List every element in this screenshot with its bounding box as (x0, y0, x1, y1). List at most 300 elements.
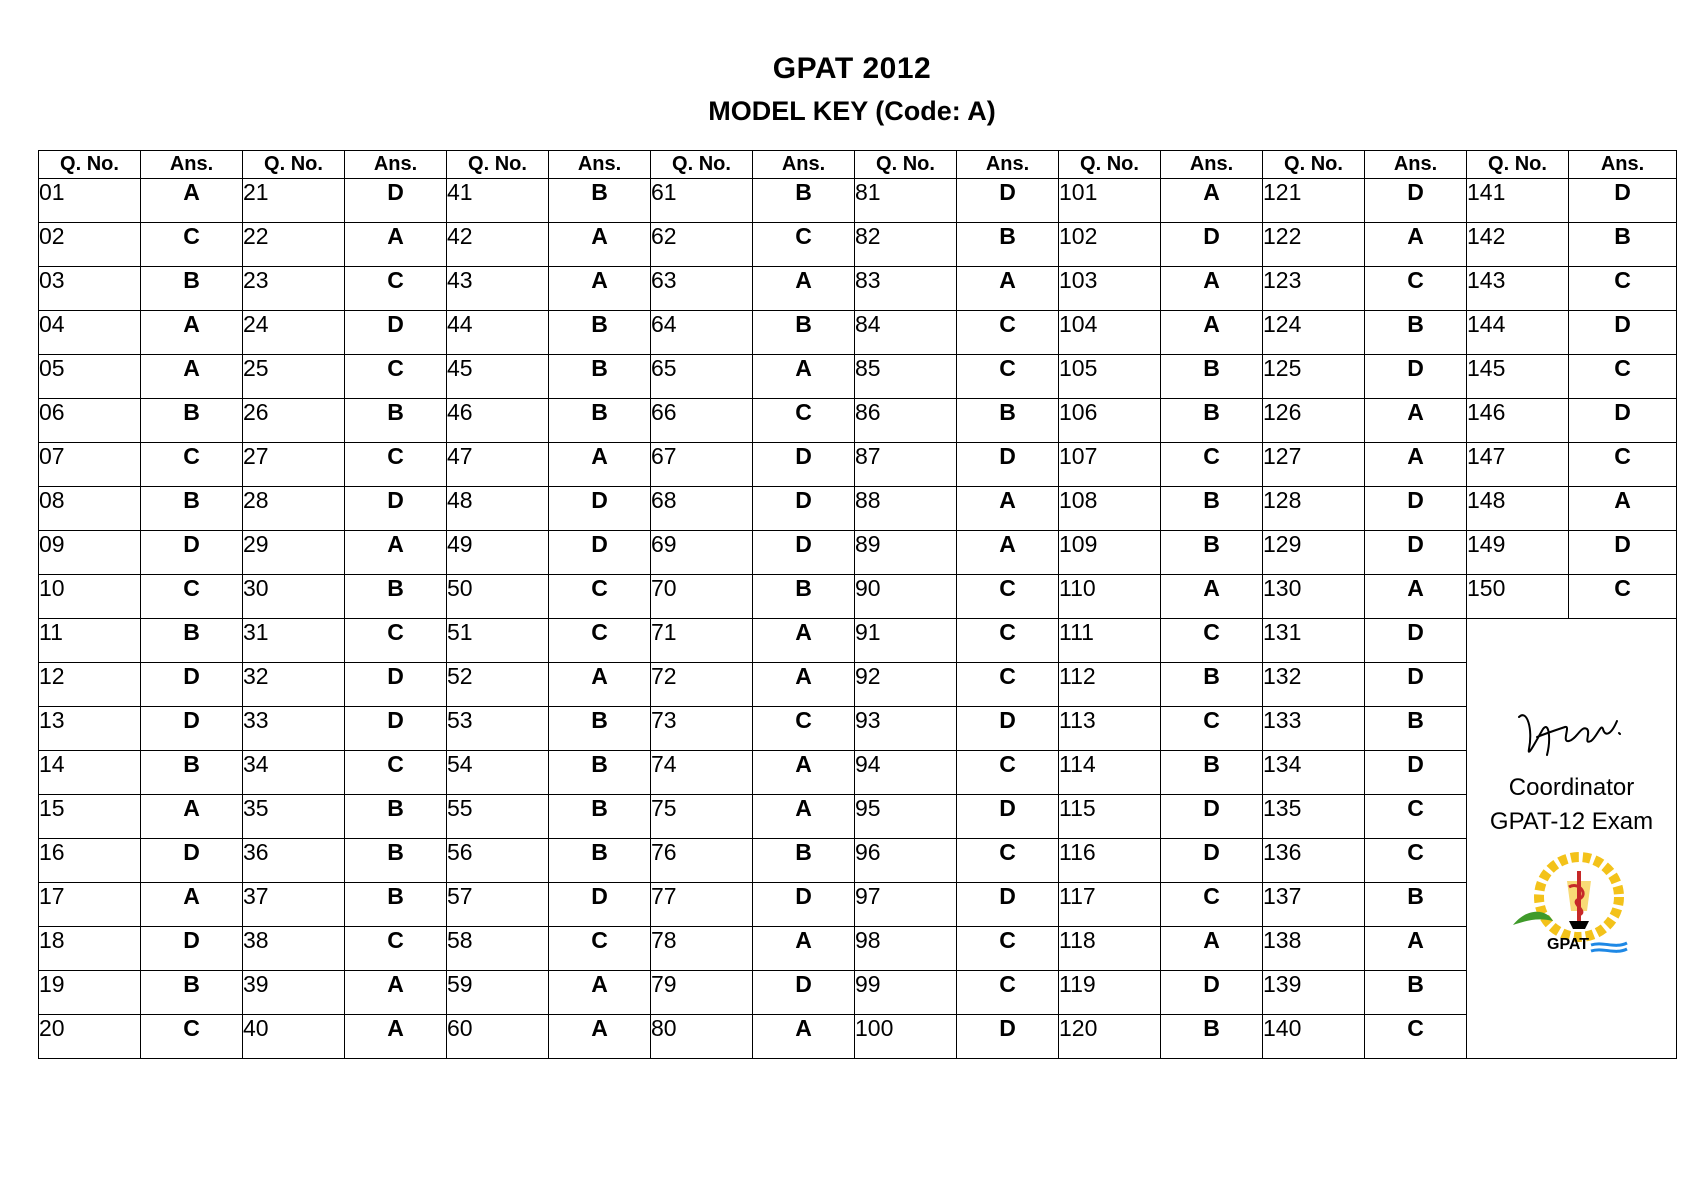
answer-option: D (141, 839, 243, 883)
question-number: 113 (1059, 707, 1161, 751)
answer-option: C (549, 575, 651, 619)
question-number: 141 (1467, 179, 1569, 223)
column-header-ans: Ans. (345, 151, 447, 179)
column-header-qno: Q. No. (1263, 151, 1365, 179)
answer-option: A (1161, 927, 1263, 971)
question-number: 38 (243, 927, 345, 971)
answer-option: D (345, 179, 447, 223)
answer-option: A (753, 619, 855, 663)
answer-option: C (1161, 443, 1263, 487)
answer-option: C (1569, 267, 1677, 311)
question-number: 18 (39, 927, 141, 971)
exam-label: GPAT-12 Exam (1489, 808, 1654, 835)
question-number: 129 (1263, 531, 1365, 575)
coordinator-label: Coordinator (1508, 774, 1635, 801)
answer-option: D (141, 531, 243, 575)
answer-option: A (345, 223, 447, 267)
question-number: 140 (1263, 1015, 1365, 1059)
answer-option: A (345, 531, 447, 575)
column-header-ans: Ans. (753, 151, 855, 179)
answer-option: A (1365, 399, 1467, 443)
answer-option: D (753, 443, 855, 487)
answer-option: B (549, 355, 651, 399)
table-row (39, 355, 1677, 399)
answer-option: C (1365, 839, 1467, 883)
answer-option: B (1161, 355, 1263, 399)
question-number: 108 (1059, 487, 1161, 531)
answer-option: B (1161, 1015, 1263, 1059)
question-number: 09 (39, 531, 141, 575)
answer-option: A (141, 883, 243, 927)
question-number: 47 (447, 443, 549, 487)
answer-option: A (753, 267, 855, 311)
answer-option: C (345, 443, 447, 487)
question-number: 121 (1263, 179, 1365, 223)
question-number: 90 (855, 575, 957, 619)
question-number: 01 (39, 179, 141, 223)
column-header-ans: Ans. (1569, 151, 1677, 179)
answer-option: B (957, 223, 1059, 267)
question-number: 45 (447, 355, 549, 399)
answer-option: D (957, 883, 1059, 927)
answer-option: C (1569, 443, 1677, 487)
table-row (39, 839, 1677, 883)
question-number: 35 (243, 795, 345, 839)
column-header-ans: Ans. (957, 151, 1059, 179)
column-header-qno: Q. No. (1059, 151, 1161, 179)
question-number: 112 (1059, 663, 1161, 707)
question-number: 03 (39, 267, 141, 311)
answer-option: D (345, 663, 447, 707)
question-number: 15 (39, 795, 141, 839)
question-number: 11 (39, 619, 141, 663)
question-number: 107 (1059, 443, 1161, 487)
answer-option: B (549, 399, 651, 443)
question-number: 150 (1467, 575, 1569, 619)
answer-option: A (345, 1015, 447, 1059)
question-number: 132 (1263, 663, 1365, 707)
question-number: 06 (39, 399, 141, 443)
answer-option: D (345, 311, 447, 355)
question-number: 92 (855, 663, 957, 707)
question-number: 66 (651, 399, 753, 443)
question-number: 63 (651, 267, 753, 311)
answer-option: D (753, 883, 855, 927)
column-header-qno: Q. No. (1467, 151, 1569, 179)
answer-option: C (753, 707, 855, 751)
question-number: 77 (651, 883, 753, 927)
question-number: 133 (1263, 707, 1365, 751)
column-header-qno: Q. No. (39, 151, 141, 179)
question-number: 146 (1467, 399, 1569, 443)
question-number: 05 (39, 355, 141, 399)
question-number: 57 (447, 883, 549, 927)
answer-option: A (549, 971, 651, 1015)
question-number: 64 (651, 311, 753, 355)
question-number: 26 (243, 399, 345, 443)
answer-option: C (1365, 1015, 1467, 1059)
answer-option: C (549, 619, 651, 663)
question-number: 54 (447, 751, 549, 795)
question-number: 93 (855, 707, 957, 751)
answer-option: A (549, 663, 651, 707)
answer-option: B (141, 619, 243, 663)
answer-option: B (141, 751, 243, 795)
question-number: 16 (39, 839, 141, 883)
answer-option: A (1365, 927, 1467, 971)
table-row (39, 487, 1677, 531)
question-number: 131 (1263, 619, 1365, 663)
answer-option: A (141, 355, 243, 399)
question-number: 85 (855, 355, 957, 399)
answer-option: D (1161, 223, 1263, 267)
question-number: 145 (1467, 355, 1569, 399)
answer-option: B (957, 399, 1059, 443)
question-number: 122 (1263, 223, 1365, 267)
answer-option: B (549, 751, 651, 795)
table-row (39, 399, 1677, 443)
answer-option: B (1161, 399, 1263, 443)
table-row (39, 531, 1677, 575)
question-number: 25 (243, 355, 345, 399)
column-header-qno: Q. No. (447, 151, 549, 179)
question-number: 137 (1263, 883, 1365, 927)
question-number: 69 (651, 531, 753, 575)
answer-option: A (141, 795, 243, 839)
question-number: 70 (651, 575, 753, 619)
question-number: 52 (447, 663, 549, 707)
question-number: 79 (651, 971, 753, 1015)
question-number: 109 (1059, 531, 1161, 575)
answer-option: D (1365, 619, 1467, 663)
question-number: 124 (1263, 311, 1365, 355)
answer-option: C (957, 355, 1059, 399)
question-number: 32 (243, 663, 345, 707)
question-number: 44 (447, 311, 549, 355)
signature-block (1467, 619, 1677, 1059)
gpat-logo-text: GPAT (1546, 936, 1589, 953)
question-number: 123 (1263, 267, 1365, 311)
question-number: 128 (1263, 487, 1365, 531)
answer-option: B (141, 267, 243, 311)
column-header-qno: Q. No. (243, 151, 345, 179)
answer-option: B (1161, 663, 1263, 707)
answer-option: A (1161, 267, 1263, 311)
table-row (39, 223, 1677, 267)
answer-option: B (1161, 531, 1263, 575)
answer-option: C (549, 927, 651, 971)
answer-option: B (549, 839, 651, 883)
question-number: 10 (39, 575, 141, 619)
answer-option: C (1161, 619, 1263, 663)
question-number: 24 (243, 311, 345, 355)
answer-option: A (1161, 575, 1263, 619)
question-number: 59 (447, 971, 549, 1015)
question-number: 19 (39, 971, 141, 1015)
answer-option: C (1365, 267, 1467, 311)
signature-image (1507, 699, 1637, 769)
answer-option: D (549, 883, 651, 927)
table-row (39, 443, 1677, 487)
question-number: 80 (651, 1015, 753, 1059)
question-number: 82 (855, 223, 957, 267)
question-number: 65 (651, 355, 753, 399)
question-number: 135 (1263, 795, 1365, 839)
question-number: 75 (651, 795, 753, 839)
table-row (39, 883, 1677, 927)
column-header-qno: Q. No. (855, 151, 957, 179)
answer-option: C (1161, 883, 1263, 927)
answer-option: D (141, 663, 243, 707)
answer-option: A (141, 311, 243, 355)
question-number: 117 (1059, 883, 1161, 927)
answer-option: D (549, 531, 651, 575)
answer-option: B (1569, 223, 1677, 267)
column-header-ans: Ans. (1365, 151, 1467, 179)
table-row (39, 751, 1677, 795)
answer-option: B (549, 795, 651, 839)
question-number: 94 (855, 751, 957, 795)
answer-option: B (1365, 883, 1467, 927)
answer-option: D (1569, 311, 1677, 355)
question-number: 60 (447, 1015, 549, 1059)
table-row (39, 619, 1677, 663)
answer-option: C (753, 223, 855, 267)
question-number: 126 (1263, 399, 1365, 443)
question-number: 134 (1263, 751, 1365, 795)
question-number: 78 (651, 927, 753, 971)
answer-option: B (1365, 311, 1467, 355)
page-subtitle: MODEL KEY (Code: A) (708, 96, 996, 126)
answer-option: D (1569, 399, 1677, 443)
question-number: 147 (1467, 443, 1569, 487)
answer-option: C (957, 311, 1059, 355)
answer-option: B (753, 311, 855, 355)
question-number: 73 (651, 707, 753, 751)
answer-option: A (957, 487, 1059, 531)
question-number: 102 (1059, 223, 1161, 267)
question-number: 138 (1263, 927, 1365, 971)
answer-option: C (753, 399, 855, 443)
answer-option: A (753, 751, 855, 795)
column-header-ans: Ans. (549, 151, 651, 179)
question-number: 103 (1059, 267, 1161, 311)
answer-option: B (1365, 971, 1467, 1015)
question-number: 101 (1059, 179, 1161, 223)
question-number: 31 (243, 619, 345, 663)
answer-option: A (345, 971, 447, 1015)
question-number: 68 (651, 487, 753, 531)
answer-option: B (345, 399, 447, 443)
answer-option: D (345, 487, 447, 531)
question-number: 53 (447, 707, 549, 751)
question-number: 118 (1059, 927, 1161, 971)
table-row (39, 795, 1677, 839)
answer-option: C (141, 223, 243, 267)
question-number: 136 (1263, 839, 1365, 883)
question-number: 04 (39, 311, 141, 355)
answer-option: A (1161, 311, 1263, 355)
question-number: 127 (1263, 443, 1365, 487)
answer-option: D (549, 487, 651, 531)
answer-option: B (549, 707, 651, 751)
question-number: 13 (39, 707, 141, 751)
answer-option: B (549, 311, 651, 355)
answer-option: D (1365, 751, 1467, 795)
question-number: 22 (243, 223, 345, 267)
question-number: 55 (447, 795, 549, 839)
answer-option: C (1161, 707, 1263, 751)
answer-option: C (1365, 795, 1467, 839)
answer-option: B (345, 883, 447, 927)
answer-option: A (753, 663, 855, 707)
answer-option: D (1569, 531, 1677, 575)
question-number: 81 (855, 179, 957, 223)
page-title: GPAT 2012 (772, 52, 932, 85)
answer-option: B (345, 795, 447, 839)
header-row (39, 151, 1677, 179)
answer-option: B (141, 971, 243, 1015)
question-number: 58 (447, 927, 549, 971)
table-row (39, 927, 1677, 971)
answer-option: D (957, 179, 1059, 223)
answer-option: A (753, 1015, 855, 1059)
answer-option: C (345, 927, 447, 971)
question-number: 72 (651, 663, 753, 707)
question-number: 96 (855, 839, 957, 883)
answer-option: A (1365, 223, 1467, 267)
answer-option: B (753, 839, 855, 883)
question-number: 48 (447, 487, 549, 531)
question-number: 95 (855, 795, 957, 839)
table-row (39, 1015, 1677, 1059)
answer-option: D (345, 707, 447, 751)
answer-option: D (753, 487, 855, 531)
answer-option: B (753, 575, 855, 619)
answer-option: C (345, 355, 447, 399)
answer-option: D (957, 443, 1059, 487)
answer-option: A (957, 267, 1059, 311)
answer-option: D (1365, 487, 1467, 531)
answer-option: D (1365, 663, 1467, 707)
answer-option: D (1365, 355, 1467, 399)
answer-option: D (753, 971, 855, 1015)
answer-option: B (345, 575, 447, 619)
answer-option: A (957, 531, 1059, 575)
question-number: 120 (1059, 1015, 1161, 1059)
table-row (39, 971, 1677, 1015)
column-header-ans: Ans. (1161, 151, 1263, 179)
answer-option: C (957, 927, 1059, 971)
question-number: 07 (39, 443, 141, 487)
question-number: 106 (1059, 399, 1161, 443)
question-number: 36 (243, 839, 345, 883)
question-number: 56 (447, 839, 549, 883)
answer-option: A (549, 1015, 651, 1059)
question-number: 116 (1059, 839, 1161, 883)
question-number: 51 (447, 619, 549, 663)
answer-option: B (1161, 487, 1263, 531)
question-number: 104 (1059, 311, 1161, 355)
question-number: 89 (855, 531, 957, 575)
answer-option: B (753, 179, 855, 223)
answer-option: D (957, 795, 1059, 839)
question-number: 114 (1059, 751, 1161, 795)
question-number: 50 (447, 575, 549, 619)
table-row (39, 311, 1677, 355)
answer-option: C (345, 619, 447, 663)
answer-option: C (957, 971, 1059, 1015)
answer-option: B (549, 179, 651, 223)
answer-option: C (1569, 575, 1677, 619)
answer-option: D (1569, 179, 1677, 223)
question-number: 33 (243, 707, 345, 751)
question-number: 30 (243, 575, 345, 619)
answer-option: B (141, 399, 243, 443)
question-number: 142 (1467, 223, 1569, 267)
answer-option: A (549, 267, 651, 311)
question-number: 62 (651, 223, 753, 267)
answer-option: A (753, 795, 855, 839)
question-number: 125 (1263, 355, 1365, 399)
answer-option: D (1161, 971, 1263, 1015)
question-number: 88 (855, 487, 957, 531)
answer-option: A (549, 443, 651, 487)
question-number: 149 (1467, 531, 1569, 575)
question-number: 91 (855, 619, 957, 663)
question-number: 87 (855, 443, 957, 487)
question-number: 40 (243, 1015, 345, 1059)
question-number: 39 (243, 971, 345, 1015)
table-row (39, 575, 1677, 619)
question-number: 111 (1059, 619, 1161, 663)
answer-option: C (957, 751, 1059, 795)
question-number: 43 (447, 267, 549, 311)
answer-key-table (38, 150, 1677, 1059)
column-header-ans: Ans. (141, 151, 243, 179)
answer-option: C (957, 839, 1059, 883)
answer-option: C (957, 619, 1059, 663)
question-number: 110 (1059, 575, 1161, 619)
question-number: 27 (243, 443, 345, 487)
question-number: 08 (39, 487, 141, 531)
column-header-qno: Q. No. (651, 151, 753, 179)
question-number: 74 (651, 751, 753, 795)
question-number: 20 (39, 1015, 141, 1059)
answer-option: C (957, 663, 1059, 707)
answer-option: D (957, 1015, 1059, 1059)
answer-option: A (753, 927, 855, 971)
question-number: 37 (243, 883, 345, 927)
question-number: 41 (447, 179, 549, 223)
question-number: 02 (39, 223, 141, 267)
question-number: 42 (447, 223, 549, 267)
answer-option: A (1161, 179, 1263, 223)
table-row (39, 179, 1677, 223)
question-number: 83 (855, 267, 957, 311)
question-number: 115 (1059, 795, 1161, 839)
answer-option: D (957, 707, 1059, 751)
question-number: 130 (1263, 575, 1365, 619)
answer-option: D (1365, 179, 1467, 223)
table-row (39, 707, 1677, 751)
question-number: 99 (855, 971, 957, 1015)
answer-option: D (1365, 531, 1467, 575)
question-number: 144 (1467, 311, 1569, 355)
question-number: 148 (1467, 487, 1569, 531)
answer-option: C (141, 1015, 243, 1059)
answer-option: D (141, 927, 243, 971)
